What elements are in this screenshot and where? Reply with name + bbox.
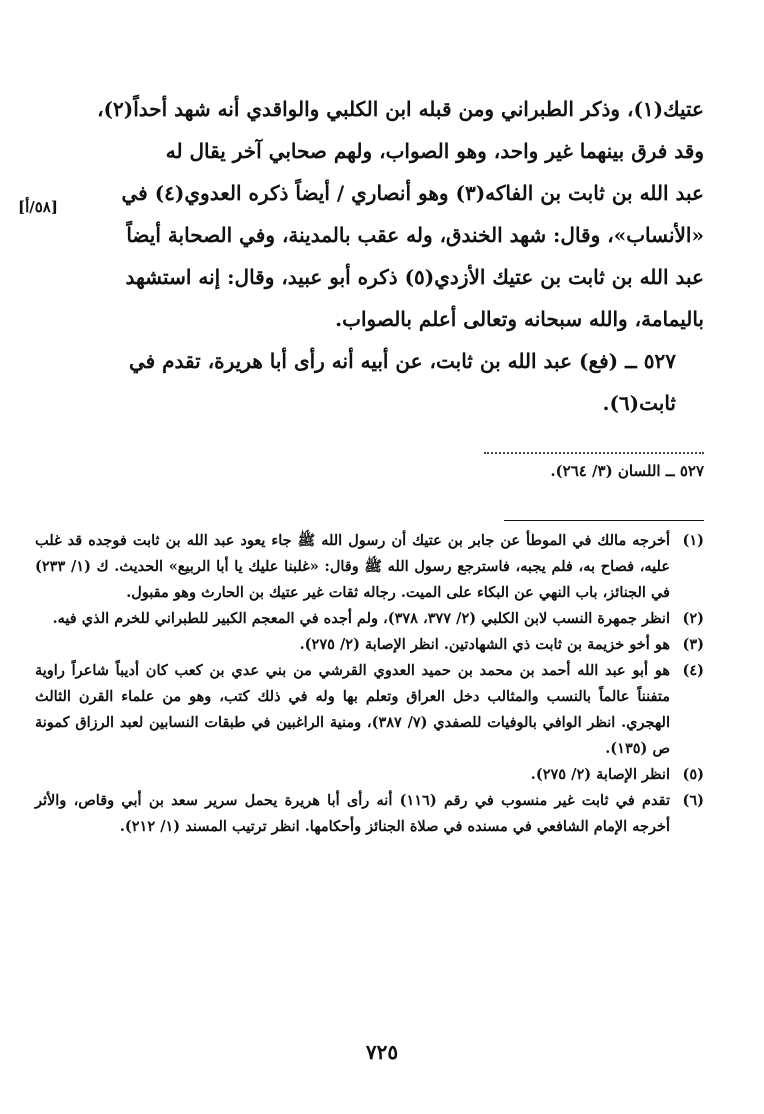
footnote-number: (٢) — [682, 610, 704, 627]
footnote — [35, 788, 704, 840]
footnote — [35, 528, 704, 606]
text-line: ثابت(٦). — [602, 391, 676, 415]
footnote-text: انظر الإصابة (٢/ ٢٧٥). — [530, 766, 670, 783]
footnote-number: (٥) — [682, 766, 704, 783]
page-number: ٧٢٥ — [365, 1040, 399, 1064]
footnote-number: (٤) — [682, 662, 704, 679]
footnote — [35, 606, 704, 632]
text-line: «الأنساب»، وقال: شهد الخندق، وله عقب بالمدينة، وفي الصحابة أيضاً — [126, 223, 704, 247]
text-line: عتيك(١)، وذكر الطبراني ومن قبله ابن الكلبي والواقدي أنه شهد أحداً(٢)، — [97, 97, 704, 121]
text-line: ٥٢٧ ــ (فع) عبد الله بن ثابت، عن أبيه أنه رأى أبا هريرة، تقدم في — [128, 349, 676, 373]
dotted-separator — [484, 452, 704, 454]
text-line: وقد فرق بينهما غير واحد، وهو الصواب، ولهم صحابي آخر يقال له — [165, 139, 704, 163]
main-paragraph — [40, 88, 704, 340]
footnote — [35, 658, 704, 762]
footnote-rule — [504, 520, 704, 521]
footnote — [35, 632, 704, 658]
text-line: باليمامة، والله سبحانه وتعالى أعلم بالصواب. — [335, 307, 704, 331]
entry-527 — [40, 340, 704, 424]
footnote-text: انظر جمهرة النسب لابن الكلبي (٢/ ٣٧٧، ٣٧٨)، ولم أجده في المعجم الكبير للطبراني للخرم الذي فيه. — [52, 610, 670, 627]
text-line: عبد الله بن ثابت بن عتيك الأزدي(٥) ذكره أبو عبيد، وقال: إنه استشهد — [125, 265, 704, 289]
source-reference: ٥٢٧ ــ اللسان (٣/ ٢٦٤). — [550, 462, 704, 480]
footnote-number: (١) — [682, 532, 704, 549]
footnote-number: (٦) — [682, 792, 704, 809]
footnote-text: هو أخو خزيمة بن ثابت ذي الشهادتين. انظر الإصابة (٢/ ٢٧٥). — [299, 636, 670, 653]
manuscript-folio-ref: [٥٨/أ] — [18, 198, 58, 216]
footnote — [35, 762, 704, 788]
footnote-text: هو أبو عبد الله أحمد بن محمد بن حميد العدوي القرشي من بني عدي بن كعب كان أديباً شاعراً راوية متفنناً عالماً بالنسب والمثالب دخل العراق وتعلم بها وله في ذلك كتب، وهو من علماء القرن الثالث الهجري. انظر الوافي بالوفيات للصفدي (٧/ ٣٨٧)، ومنية الراغبين في طبقات النسابين لعبد الرزاق كمونة ص (١٣٥). — [35, 662, 670, 757]
text-line: عبد الله بن ثابت بن الفاكه(٣) وهو أنصاري / أيضاً ذكره العدوي(٤) في — [121, 181, 704, 205]
footnote-number: (٣) — [682, 636, 704, 653]
main-text — [40, 88, 704, 424]
footnote-text: تقدم في ثابت غير منسوب في رقم (١١٦) أنه رأى أبا هريرة يحمل سرير سعد بن أبي وقاص، والأثر أخرجه الإمام الشافعي في مسنده في صلاة الجنائز وأحكامها. انظر ترتيب المسند (١/ ٢١٢). — [35, 792, 670, 835]
footnotes — [35, 528, 704, 840]
footnote-text: أخرجه مالك في الموطأ عن جابر بن عتيك أن رسول الله ﷺ جاء يعود عبد الله بن ثابت فوجده قد غلب عليه، فصاح به، فلم يجبه، فاسترجع رسول الله ﷺ وقال: «غلبنا عليك يا أبا الربيع» الحديث. ك (١/ ٢٣٣) في الجنائز، باب النهي عن البكاء على الميت. رجاله ثقات غير عتيك بن الحارث وهو مقبول. — [35, 532, 670, 601]
